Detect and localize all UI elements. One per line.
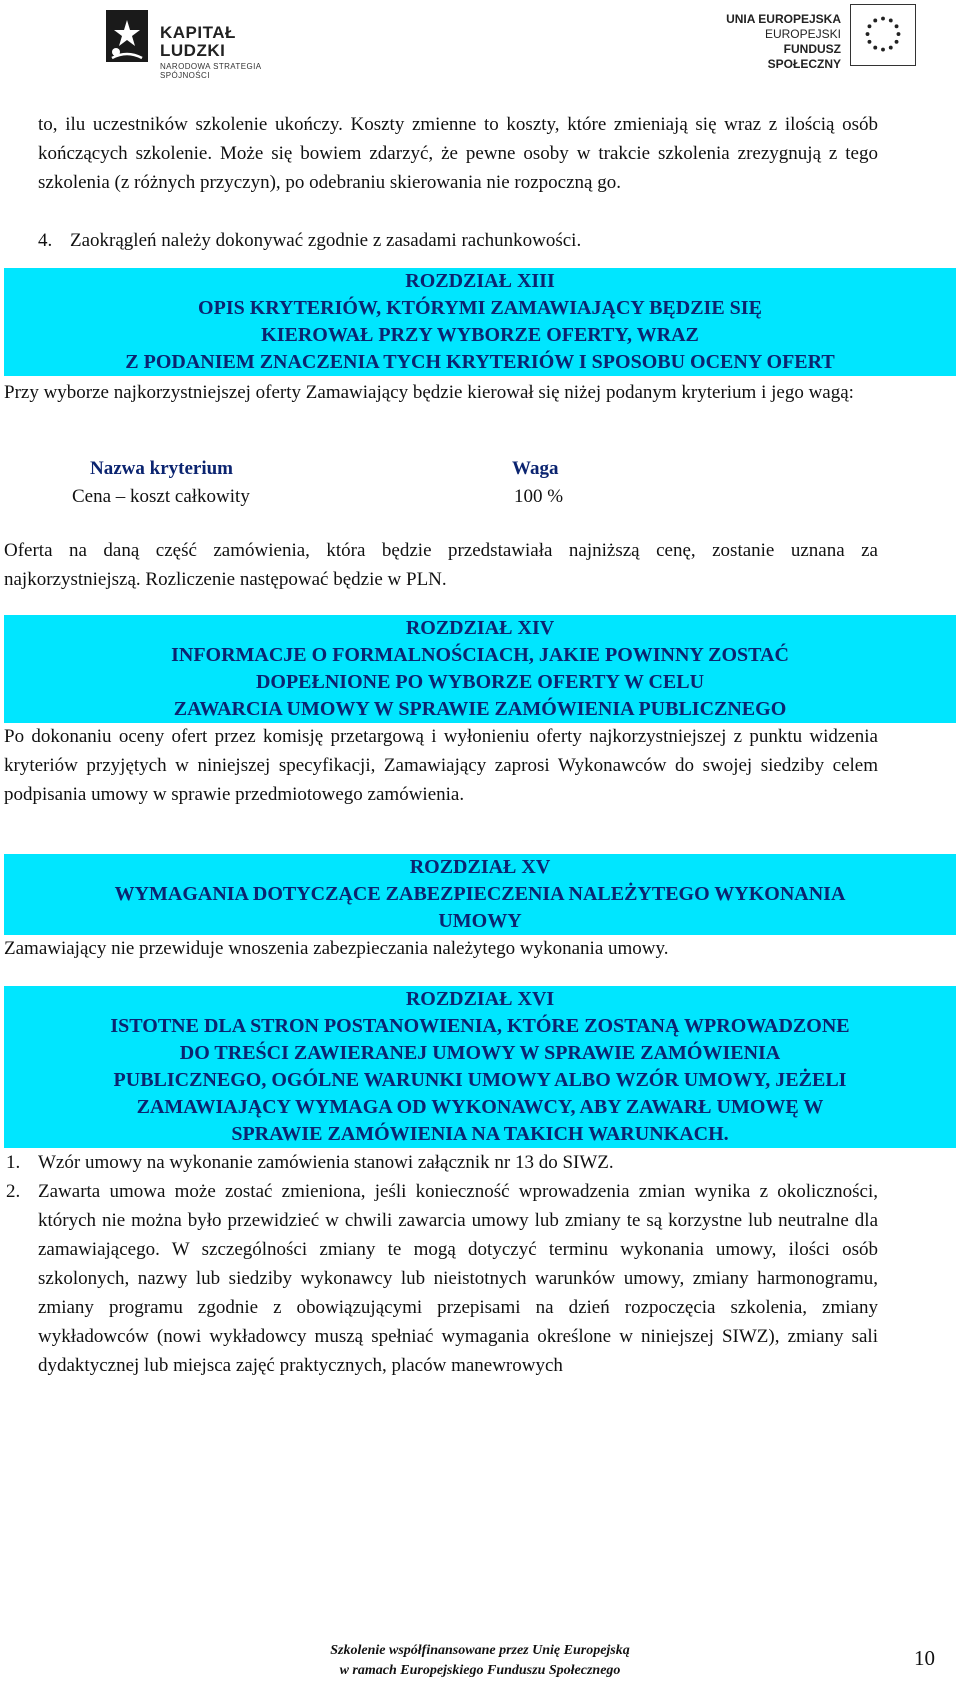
logo-title: KAPITAŁ LUDZKI: [160, 23, 236, 60]
page-footer: [220, 1641, 740, 1681]
list-number: 4.: [38, 230, 53, 251]
heading-line: ISTOTNE DLA STRON POSTANOWIENIA, KTÓRE ZOSTANĄ WPROWADZONE: [110, 1015, 850, 1037]
eu-line3: FUNDUSZ SPOŁECZNY: [767, 42, 841, 71]
chapter-15-paragraph: Zamawiający nie przewiduje wnoszenia zabezpieczania należytego wykonania umowy.: [4, 938, 669, 959]
heading-line: ROZDZIAŁ XVI: [405, 988, 555, 1010]
eu-line1: UNIA EUROPEJSKA: [726, 12, 841, 26]
chapter-heading-14: [4, 615, 956, 723]
criteria-row-weight: 100 %: [514, 486, 564, 507]
footer-line2: w ramach Europejskiego Funduszu Społecznego: [339, 1663, 621, 1678]
heading-line: DOPEŁNIONE PO WYBORZE OFERTY W CELU: [255, 671, 705, 693]
list-item: [6, 1148, 878, 1178]
kapital-ludzki-emblem-icon: [102, 6, 152, 66]
list-text: Wzór umowy na wykonanie zamówienia stanowi załącznik nr 13 do SIWZ.: [38, 1152, 614, 1173]
chapter-13-conclusion: Oferta na daną część zamówienia, która będzie przedstawiała najniższą cenę, zostanie uznana za najkorzystniejszą. Rozliczenie następować będzie w PLN.: [4, 540, 878, 590]
footer-line1: Szkolenie współfinansowane przez Unię Europejską: [330, 1643, 630, 1658]
heading-line: Z PODANIEM ZNACZENIA TYCH KRYTERIÓW I SPOSOBU OCENY OFERT: [125, 351, 835, 373]
heading-line: KIEROWAŁ PRZY WYBORZE OFERTY, WRAZ: [261, 324, 699, 346]
heading-line: DO TREŚCI ZAWIERANEJ UMOWY W SPRAWIE ZAMÓWIENIA: [179, 1042, 781, 1064]
page-number: 10: [914, 1646, 935, 1670]
list-number: 2.: [6, 1181, 21, 1202]
heading-line: ZAWARCIA UMOWY W SPRAWIE ZAMÓWIENIA PUBLICZNEGO: [173, 698, 787, 720]
heading-line: SPRAWIE ZAMÓWIENIA NA TAKICH WARUNKACH.: [231, 1123, 729, 1145]
chapter-heading-13: [4, 268, 956, 376]
criteria-row-name: Cena – koszt całkowity: [72, 486, 250, 507]
list-text: Zaokrągleń należy dokonywać zgodnie z zasadami rachunkowości.: [70, 230, 582, 251]
chapter-14-paragraph: Po dokonaniu oceny ofert przez komisję przetargową i wyłonieniu oferty najkorzystniejszej z punktu widzenia kryteriów przyjętych w niniejszej specyfikacji, Zamawiający zaprosi Wykonawców do swojej siedziby celem podpisania umowy w sprawie przedmiotowego zamówienia.: [4, 726, 878, 805]
heading-line: OPIS KRYTERIÓW, KTÓRYMI ZAMAWIAJĄCY BĘDZIE SIĘ: [198, 297, 762, 319]
eu-line2: EUROPEJSKI: [764, 27, 841, 41]
heading-line: ROZDZIAŁ XIV: [405, 617, 555, 639]
list-text: Zawarta umowa może zostać zmieniona, jeśli konieczność wprowadzenia zmian wynika z okoliczności, których nie można było przewidzieć w chwili zawarcia umowy lub zmiany te są korzystne lub neutralne dla zamawiającego. W szczególności zmiany te mogą dotyczyć terminu wykonania umowy, ilości osób szkolonych, nazwy lub siedziby wykonawcy lub nieistotnych warunków umowy, zmiany harmonogramu, zmiany programu zgodnie z obowiązującymi przepisami na dzień rozpoczęcia szkolenia, zmiany wykładowców (nowi wykładowcy muszą spełniać wymagania określone w niniejszej SIWZ), zmiany sali dydaktycznej lub miejsca zajęć praktycznych, placów manewrowych: [38, 1181, 878, 1376]
heading-line: WYMAGANIA DOTYCZĄCE ZABEZPIECZENIA NALEŻYTEGO WYKONANIA: [114, 883, 846, 905]
logo-subtitle: NARODOWA STRATEGIA SPÓJNOŚCI: [160, 62, 261, 80]
chapter-heading-15: [4, 854, 956, 935]
heading-line: PUBLICZNEGO, OGÓLNE WARUNKI UMOWY ALBO WZÓR UMOWY, JEŻELI: [113, 1069, 847, 1091]
criteria-header-name: Nazwa kryterium: [90, 458, 233, 479]
heading-line: ROZDZIAŁ XV: [409, 856, 551, 878]
list-number: 1.: [6, 1152, 21, 1173]
chapter-13-paragraph: Przy wyborze najkorzystniejszej oferty Zamawiający będzie kierował się niżej podanym kryterium i jego wagą:: [4, 382, 854, 403]
intro-paragraph: to, ilu uczestników szkolenie ukończy. Koszty zmienne to koszty, które zmieniają się wraz z ilością osób kończących szkolenie. Może się bowiem zdarzyć, że pewne osoby w trakcie szkolenia zrezygnują z tego szkolenia (z różnych przyczyn), po odebraniu skierowania nie rozpoczną go.: [38, 114, 878, 193]
eu-flag-icon: [850, 4, 916, 66]
heading-line: UMOWY: [438, 910, 522, 932]
chapter-heading-16: [4, 986, 956, 1148]
kapital-ludzki-logo: [102, 6, 302, 80]
list-item: [6, 1177, 878, 1417]
heading-line: ZAMAWIAJĄCY WYMAGA OD WYKONAWCY, ABY ZAWARŁ UMOWĘ W: [136, 1096, 824, 1118]
criteria-header-weight: Waga: [512, 458, 559, 479]
heading-line: ROZDZIAŁ XIII: [405, 270, 555, 292]
eu-logo: [726, 4, 916, 71]
list-item: [38, 226, 878, 256]
heading-line: INFORMACJE O FORMALNOŚCIACH, JAKIE POWINNY ZOSTAĆ: [171, 644, 789, 666]
